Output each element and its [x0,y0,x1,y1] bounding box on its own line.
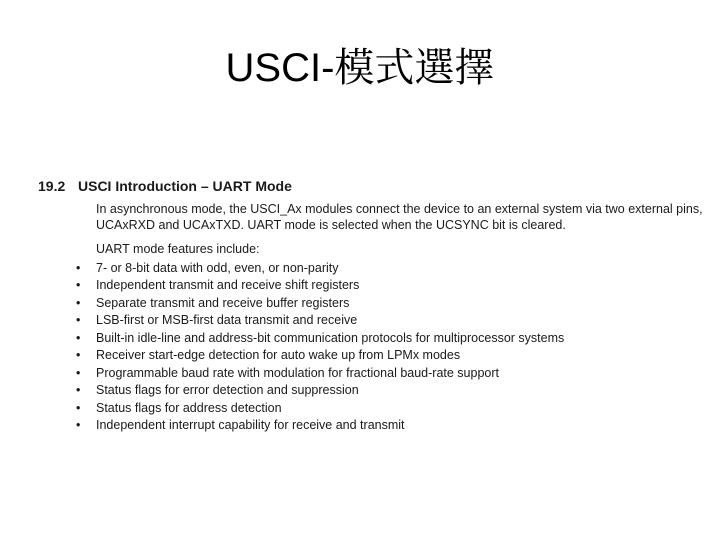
feature-text: Built-in idle-line and address-bit communication protocols for multiprocessor systems [96,330,565,345]
bullet-icon: • [76,348,81,362]
bullet-icon: • [76,313,81,327]
document-excerpt [38,176,703,435]
bullet-icon: • [76,260,81,275]
feature-text: Independent transmit and receive shift registers [96,278,360,292]
feature-item [76,382,698,400]
bullet-icon: • [76,383,81,397]
feature-text: Programmable baud rate with modulation for fractional baud-rate support [96,365,499,380]
feature-item [76,330,698,348]
feature-text: Separate transmit and receive buffer registers [96,295,350,310]
feature-text: LSB-first or MSB-first data transmit and receive [96,313,358,327]
feature-item [76,260,698,278]
intro-paragraph: In asynchronous mode, the USCI_Ax modules connect the device to an external system via two external pins, UCAxRXD and UCAxTXD. UART mode is selected when the UCSYNC bit is cleared. [96,202,703,232]
section-heading [38,176,698,196]
feature-item [76,312,698,330]
features-list [76,260,698,435]
feature-item [76,400,698,418]
feature-text: 7- or 8-bit data with odd, even, or non-parity [96,260,339,275]
section-title: USCI Introduction – UART Mode [78,178,292,194]
features-label: UART mode features include: [96,242,260,256]
bullet-icon: • [76,330,81,345]
feature-item [76,347,698,365]
feature-item [76,417,698,435]
feature-text: Status flags for error detection and suppression [96,383,359,397]
section-body [76,202,703,435]
section-number: 19.2 [38,178,66,194]
bullet-icon: • [76,400,81,415]
bullet-icon: • [76,278,81,292]
bullet-icon: • [76,365,81,380]
feature-item [76,277,698,295]
feature-item [76,365,698,383]
bullet-icon: • [76,418,81,432]
slide-title: USCI-模式選擇 [225,46,495,90]
feature-text: Receiver start-edge detection for auto wake up from LPMx modes [96,348,461,362]
feature-text: Independent interrupt capability for receive and transmit [96,418,405,432]
feature-text: Status flags for address detection [96,400,282,415]
feature-item [76,295,698,313]
bullet-icon: • [76,295,81,310]
